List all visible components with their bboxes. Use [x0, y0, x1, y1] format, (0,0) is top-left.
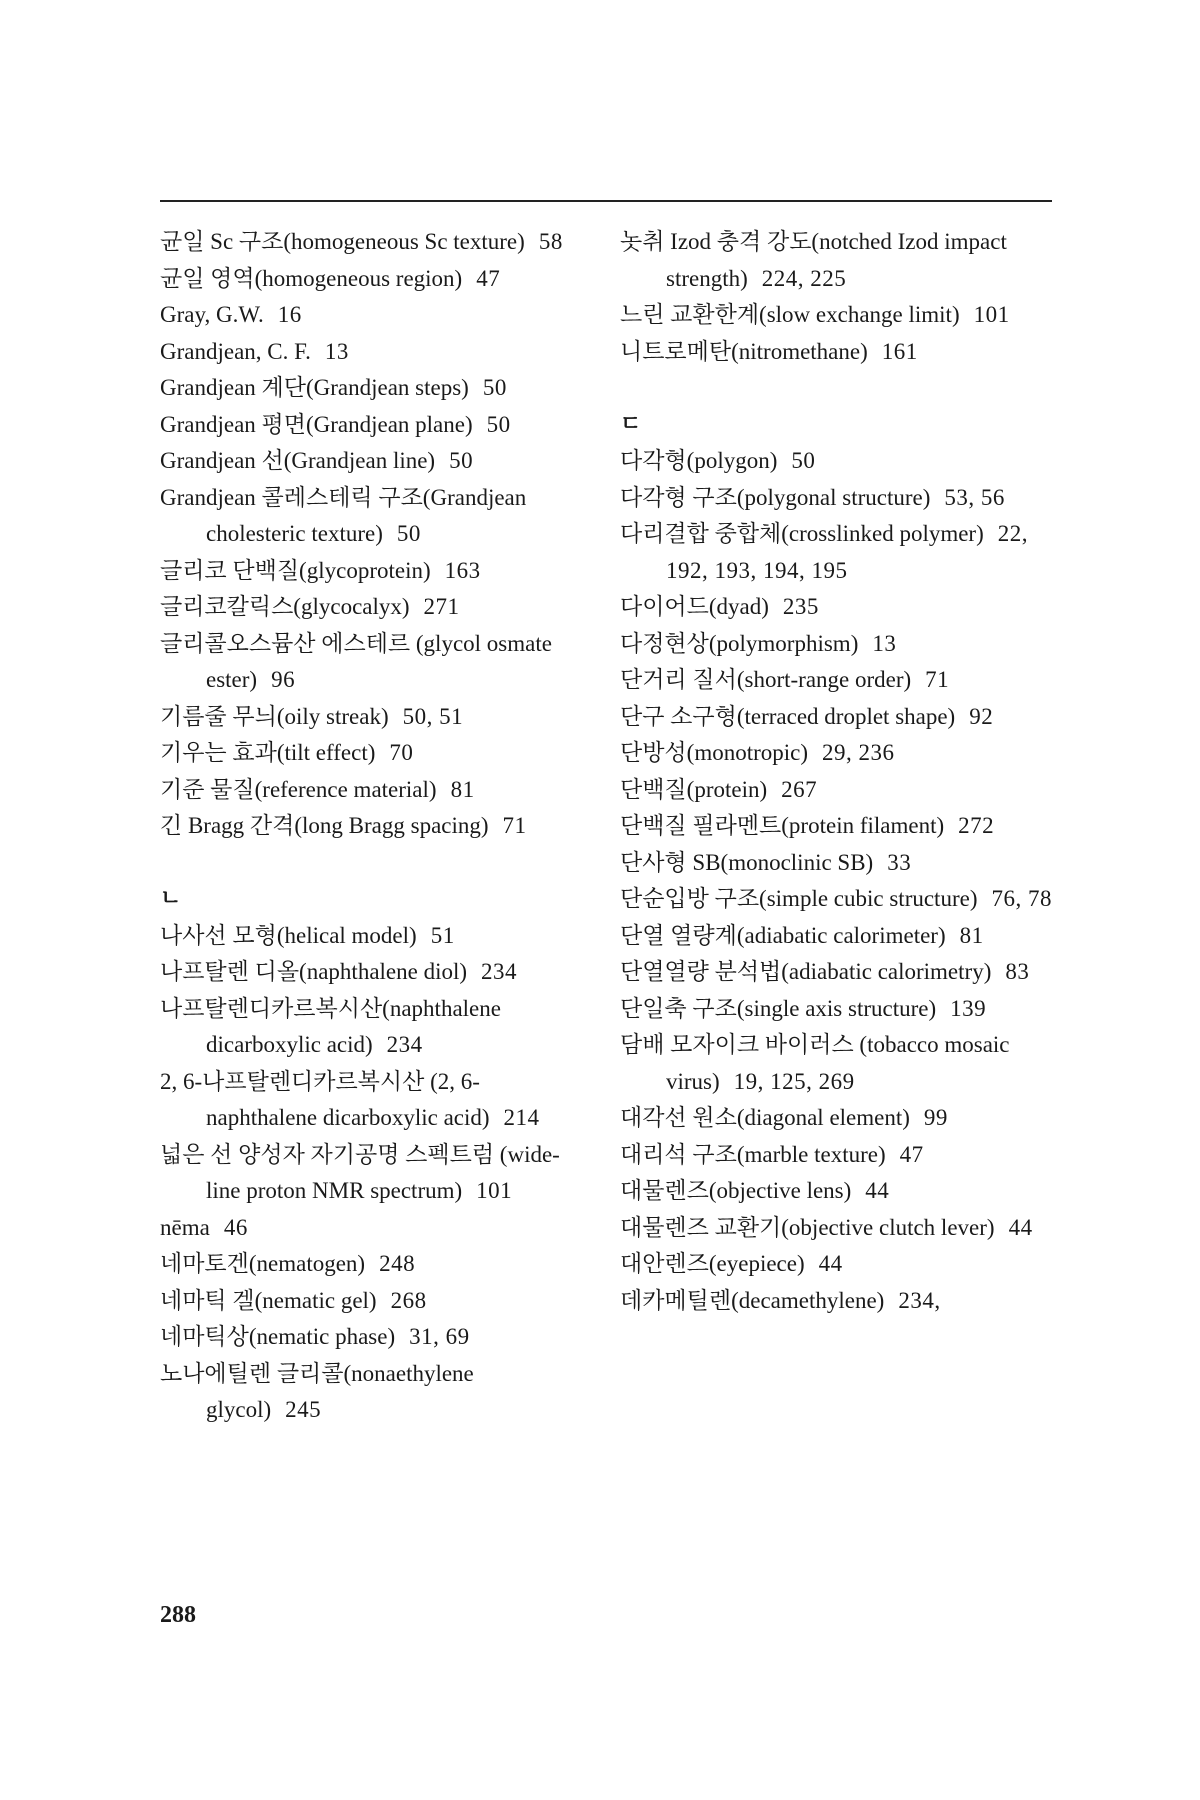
index-term: Grandjean 콜레스테릭 구조(Grandjean cholesteric texture) [160, 484, 527, 546]
index-page-refs: 161 [881, 338, 918, 364]
index-term: 글리코 단백질(glycoprotein) [160, 557, 431, 583]
index-entry [160, 954, 590, 991]
index-entry [620, 334, 1060, 371]
index-page-refs: 51 [430, 922, 455, 948]
index-entry [160, 297, 590, 334]
index-page-refs: 50 [396, 521, 421, 546]
index-entry [620, 589, 1060, 626]
section-gap [620, 370, 1060, 407]
index-entry [160, 480, 590, 553]
index-term: 나사선 모형(helical model) [160, 922, 417, 948]
index-entry [160, 407, 590, 444]
index-page-refs: 70 [389, 740, 414, 765]
index-page-refs: 29, 236 [822, 740, 895, 765]
index-term: Grandjean 선(Grandjean line) [160, 448, 436, 473]
index-page-refs: 101 [476, 1178, 513, 1203]
index-term: 데카메틸렌(decamethylene) [620, 1287, 885, 1313]
index-page-refs: 214 [503, 1105, 540, 1130]
index-page-refs: 44 [1008, 1214, 1033, 1240]
index-term: 글리콜오스뮴산 에스테르 (glycol osmate ester) [160, 630, 552, 692]
index-term: 기름줄 무늬(oily streak) [160, 703, 389, 729]
index-term: 노나에틸렌 글리콜(nonaethylene glycol) [160, 1360, 474, 1422]
index-entry [160, 1356, 590, 1429]
index-entry [160, 772, 590, 809]
index-entry [160, 1283, 590, 1320]
index-page-refs: 58 [538, 229, 563, 254]
index-term: 단열열량 분석법(adiabatic calorimetry) [620, 959, 992, 984]
index-entry [620, 918, 1060, 955]
index-page-refs: 46 [223, 1214, 248, 1240]
index-term: 담배 모자이크 바이러스 (tobacco mosaic virus) [620, 1032, 1010, 1094]
index-entry [620, 772, 1060, 809]
index-page-refs: 53, 56 [944, 484, 1005, 510]
index-term: 다리결합 중합체(crosslinked polymer) [620, 521, 984, 546]
index-term: 다각형(polygon) [620, 448, 778, 473]
index-term: 네마토겐(nematogen) [160, 1251, 366, 1276]
index-term: 대각선 원소(diagonal element) [620, 1105, 910, 1130]
index-page-refs: 272 [958, 813, 995, 838]
index-term: 단백질(protein) [620, 776, 768, 802]
index-term: 글리코칼릭스(glycocalyx) [160, 594, 410, 619]
index-page-refs: 13 [872, 630, 897, 656]
index-term: 네마틱상(nematic phase) [160, 1324, 396, 1349]
index-page-refs: 47 [899, 1141, 924, 1167]
index-term: 대리석 구조(marble texture) [620, 1141, 886, 1167]
header-rule [160, 200, 1052, 202]
index-column-left [160, 224, 590, 1429]
index-page-refs: 224, 225 [761, 265, 847, 291]
index-entry [620, 881, 1060, 918]
index-entry [160, 918, 590, 955]
index-term: 단방성(monotropic) [620, 740, 809, 765]
index-page-refs: 234 [386, 1032, 423, 1057]
index-page-refs: 234 [481, 959, 518, 984]
index-page-refs: 44 [865, 1178, 890, 1203]
index-page-refs: 16 [277, 302, 302, 327]
index-entry [620, 991, 1060, 1028]
index-term: 다정현상(polymorphism) [620, 630, 859, 656]
index-term: 니트로메탄(nitromethane) [620, 338, 868, 364]
index-term: nēma [160, 1214, 210, 1240]
index-entry [160, 553, 590, 590]
index-entry [620, 1173, 1060, 1210]
index-term: 단열 열량계(adiabatic calorimeter) [620, 922, 946, 948]
index-entry [620, 808, 1060, 845]
index-entry [620, 443, 1060, 480]
index-term: 나프탈렌디카르복시산(naphthalene dicarboxylic acid) [160, 995, 501, 1057]
index-entry [160, 699, 590, 736]
index-term: 긴 Bragg 간격(long Bragg spacing) [160, 813, 489, 838]
index-entry [620, 1210, 1060, 1247]
index-term: 균일 영역(homogeneous region) [160, 265, 463, 291]
index-page-refs: 267 [781, 776, 818, 802]
index-entry [620, 224, 1060, 297]
index-entry [620, 735, 1060, 772]
index-term: 느린 교환한계(slow exchange limit) [620, 302, 960, 327]
index-page-refs: 50 [482, 375, 507, 400]
index-term: 대안렌즈(eyepiece) [620, 1251, 805, 1276]
index-term: 다이어드(dyad) [620, 594, 769, 619]
index-term: Grandjean 계단(Grandjean steps) [160, 375, 469, 400]
index-entry [620, 626, 1060, 663]
index-entry [160, 224, 590, 261]
index-term: 2, 6-나프탈렌디카르복시산 (2, 6-naphthalene dicarboxylic acid) [160, 1068, 490, 1130]
index-term: 단백질 필라멘트(protein filament) [620, 813, 945, 838]
page-number: 288 [160, 1602, 196, 1628]
index-entry [620, 1137, 1060, 1174]
index-entry [620, 954, 1060, 991]
index-term: 단거리 질서(short-range order) [620, 667, 912, 692]
index-entry [160, 443, 590, 480]
index-page-refs: 31, 69 [409, 1324, 470, 1349]
index-entry [160, 1064, 590, 1137]
index-entry [620, 297, 1060, 334]
index-column-right [620, 224, 1060, 1319]
index-entry [160, 1210, 590, 1247]
index-entry [160, 808, 590, 845]
index-term: 단구 소구형(terraced droplet shape) [620, 703, 956, 729]
index-term: 놋취 Izod 충격 강도(notched Izod impact strength) [620, 229, 1007, 291]
index-page-refs: 81 [959, 922, 984, 948]
index-term: 단순입방 구조(simple cubic structure) [620, 886, 978, 911]
index-page-refs: 235 [782, 594, 819, 619]
index-page-refs: 92 [969, 703, 994, 729]
index-entry [620, 1027, 1060, 1100]
index-entry [620, 1246, 1060, 1283]
index-page-refs: 83 [1005, 959, 1030, 984]
index-page-refs: 47 [476, 265, 501, 291]
index-entry [620, 1283, 1060, 1320]
index-page-refs: 50 [486, 411, 511, 437]
index-term: Grandjean, C. F. [160, 338, 311, 364]
index-entry [160, 1319, 590, 1356]
index-page-refs: 268 [390, 1287, 427, 1313]
index-entry [620, 516, 1060, 589]
index-entry [620, 845, 1060, 882]
index-page-refs: 271 [423, 594, 460, 619]
index-page-refs: 50 [449, 448, 474, 473]
index-term: 나프탈렌 디올(naphthalene diol) [160, 959, 468, 984]
index-page-refs: 71 [502, 813, 527, 838]
index-term: Grandjean 평면(Grandjean plane) [160, 411, 473, 437]
index-page-refs: 50 [791, 448, 816, 473]
index-page-refs: 71 [925, 667, 950, 692]
index-term: 대물렌즈(objective lens) [620, 1178, 852, 1203]
index-entry [160, 991, 590, 1064]
index-page-refs: 33 [887, 849, 912, 875]
index-entry [160, 735, 590, 772]
index-page-refs: 139 [950, 995, 987, 1021]
index-page-refs: 22, 192, 193, 194, 195 [666, 521, 1029, 583]
index-entry [160, 334, 590, 371]
index-page-refs: 101 [973, 302, 1010, 327]
index-page-refs: 99 [923, 1105, 948, 1130]
index-page-refs: 19, 125, 269 [733, 1068, 855, 1094]
section-letter-heading: ㄴ [160, 886, 182, 911]
index-page-refs: 13 [324, 338, 349, 364]
section-gap [160, 845, 590, 882]
index-page-refs: 248 [379, 1251, 416, 1276]
index-page-refs: 163 [444, 557, 481, 583]
index-entry [160, 261, 590, 298]
index-page-refs: 81 [450, 776, 475, 802]
index-page-refs: 44 [818, 1251, 843, 1276]
index-term: 단사형 SB(monoclinic SB) [620, 849, 874, 875]
index-page-refs: 50, 51 [402, 703, 464, 729]
index-entry [160, 626, 590, 699]
index-page-refs: 245 [285, 1397, 322, 1422]
index-term: 기우는 효과(tilt effect) [160, 740, 376, 765]
index-term: 대물렌즈 교환기(objective clutch lever) [620, 1214, 995, 1240]
index-entry [620, 699, 1060, 736]
index-term: 다각형 구조(polygonal structure) [620, 484, 931, 510]
index-entry [620, 1100, 1060, 1137]
index-entry [160, 370, 590, 407]
index-entry [160, 1246, 590, 1283]
index-page-refs: 96 [271, 667, 296, 692]
index-term: Gray, G.W. [160, 302, 264, 327]
index-page-refs: 76, 78 [991, 886, 1052, 911]
index-term: 네마틱 겔(nematic gel) [160, 1287, 377, 1313]
index-entry [620, 480, 1060, 517]
index-entry [160, 589, 590, 626]
index-page-refs: 234, [898, 1287, 941, 1313]
section-letter-heading: ㄷ [620, 411, 642, 437]
index-term: 기준 물질(reference material) [160, 776, 437, 802]
index-term: 단일축 구조(single axis structure) [620, 995, 937, 1021]
index-term: 넓은 선 양성자 자기공명 스펙트럼 (wide-line proton NMR spectrum) [160, 1141, 560, 1203]
index-entry [620, 662, 1060, 699]
index-entry [160, 1137, 590, 1210]
index-term: 균일 Sc 구조(homogeneous Sc texture) [160, 229, 525, 254]
